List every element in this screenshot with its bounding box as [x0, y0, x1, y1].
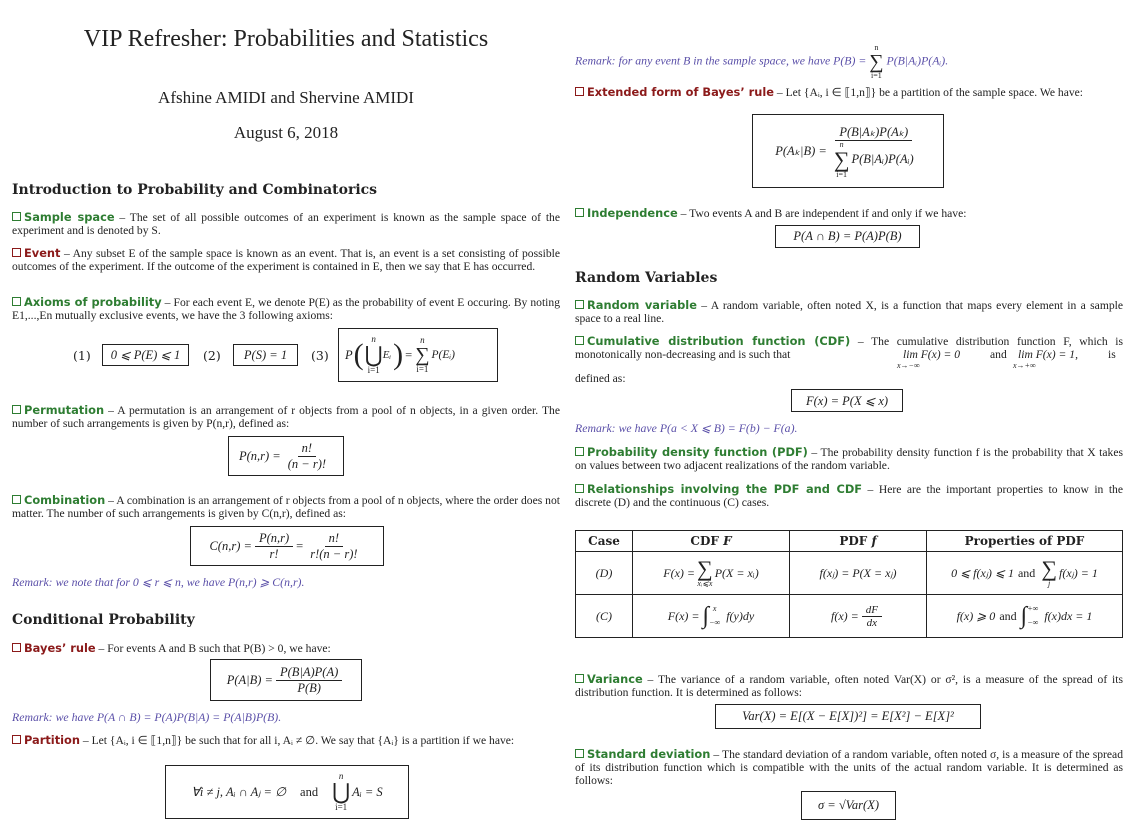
checkbox-square-icon	[575, 447, 584, 456]
para-relationships: Relationships involving the PDF and CDF – Here are the important properties to know in the discrete (D) and the continuous (C) cases.	[575, 482, 1123, 509]
authors: Afshine AMIDI and Shervine AMIDI	[158, 88, 414, 107]
table-header: Properties of PDF	[927, 531, 1123, 552]
table-cell: f(x) ⩾ 0 and ∫ +∞ −∞ f(x)dx = 1	[927, 595, 1123, 638]
term-variance: Variance	[575, 672, 643, 686]
table-row	[576, 595, 1123, 638]
cdf-formula: F(x) = P(X ⩽ x)	[791, 389, 903, 412]
table-cell: F(x) = ∫ x −∞ f(y)dy	[633, 595, 790, 638]
table-cell: (D)	[576, 552, 633, 595]
remark-total-probability: Remark: for any event B in the sample space, we have P(B) = n ∑ i=1 P(B|Aᵢ)P(Aᵢ).	[575, 43, 949, 80]
remark-combination: Remark: we note that for 0 ⩽ r ⩽ n, we have P(n,r) ⩾ C(n,r).	[12, 575, 305, 589]
para-standard-deviation: Standard deviation – The standard deviation of a random variable, often noted σ, is a measure of the spread of its distribution function which is compatible with the units of the actual random variable. It is determined as follows:	[575, 747, 1123, 787]
para-axioms: Axioms of probability – For each event E, we denote P(E) as the probability of event E occuring. By noting E1,...,En mutually exclusive events, we have the 3 following axioms:	[12, 295, 560, 322]
table-cell: f(x) = $\frac{dF}{dx}$	[790, 595, 927, 638]
term-cdf: Cumulative distribution function (CDF)	[575, 334, 850, 348]
cdf-limits-line: lim F(x) = 0 x→−∞ and lim F(x) = 1, x→+∞ is	[897, 348, 1116, 370]
checkbox-square-icon	[575, 300, 584, 309]
para-extended-bayes: Extended form of Bayes’ rule – Let {Aᵢ, i ∈ ⟦1,n⟧} be a partition of the sample space. We have:	[575, 86, 1123, 99]
term-bayes: Bayes’ rule	[12, 641, 96, 655]
axiom-label-1: (1)	[73, 348, 91, 363]
term-standard-deviation: Standard deviation	[575, 747, 710, 761]
table-cell: f(xⱼ) = P(X = xⱼ)	[790, 552, 927, 595]
page-title: VIP Refresher: Probabilities and Statistics	[83, 26, 489, 52]
checkbox-square-icon	[12, 248, 21, 257]
bayes-formula: P(A|B) = $\frac{P(B|A)P(A)}{P(B)}$	[210, 659, 362, 701]
term-permutation: Permutation	[12, 403, 104, 417]
term-extended-bayes: Extended form of Bayes’ rule	[575, 85, 774, 99]
para-combination: Combination – A combination is an arrangement of r objects from a pool of n objects, where the order does not matter. The number of such arrangements is given by C(n,r), defined as:	[12, 493, 560, 520]
standard-deviation-formula: σ = √Var(X)	[801, 791, 896, 820]
para-pdf: Probability density function (PDF) – The probability density function f is the probability that X takes on values between two adjacent realizations of the random variable.	[575, 445, 1123, 472]
table-header-row	[576, 531, 1123, 552]
table-cell: F(x) = ∑ xᵢ⩽x P(X = xᵢ)	[633, 552, 790, 595]
section-intro: Introduction to Probability and Combinatorics	[12, 182, 378, 198]
para-variance: Variance – The variance of a random variable, often noted Var(X) or σ², is a measure of the spread of its distribution function. It is determined as follows:	[575, 672, 1123, 699]
para-partition: Partition – Let {Aᵢ, i ∈ ⟦1,n⟧} be such that for all i, Aᵢ ≠ ∅. We say that {Aᵢ} is a partition if we have:	[12, 734, 560, 747]
variance-formula: Var(X) = E[(X − E[X])²] = E[X²] − E[X]²	[715, 704, 981, 729]
axiom-label-3: (3)	[311, 348, 329, 363]
para-cdf: Cumulative distribution function (CDF) – The cumulative distribution function F, which is monotonically non-decreasing and is such that	[575, 334, 1123, 361]
para-event: Event – Any subset E of the sample space is known as an event. That is, an event is a set consisting of possible outcomes of the experiment. If the outcome of the experiment is contained in E, then we say that E has occurred.	[12, 246, 560, 273]
term-sample-space: Sample space	[12, 210, 115, 224]
checkbox-square-icon	[12, 297, 21, 306]
checkbox-square-icon	[12, 495, 21, 504]
combination-formula: C(n,r) = $\frac{P(n,r)}{r!}$ = $\frac{n!}{r!(n - r)!}$	[190, 526, 384, 566]
checkbox-square-icon	[575, 87, 584, 96]
term-combination: Combination	[12, 493, 105, 507]
checkbox-square-icon	[12, 643, 21, 652]
checkbox-square-icon	[575, 208, 584, 217]
table-header: PDF f	[790, 531, 927, 552]
table-header: CDF F	[633, 531, 790, 552]
axiom-1-formula: 0 ⩽ P(E) ⩽ 1	[102, 344, 189, 366]
checkbox-square-icon	[12, 735, 21, 744]
para-random-variable: Random variable – A random variable, often noted X, is a function that maps every element in a sample space to a real line.	[575, 298, 1124, 325]
remark-cdf: Remark: we have P(a < X ⩽ B) = F(b) − F(a).	[575, 421, 798, 435]
term-relationships: Relationships involving the PDF and CDF	[575, 482, 862, 496]
table-header: Case	[576, 531, 633, 552]
para-permutation: Permutation – A permutation is an arrangement of r objects from a pool of n objects, in a given order. The number of such arrangements is given by P(n,r), defined as:	[12, 403, 560, 430]
checkbox-square-icon	[575, 484, 584, 493]
cdf-defined-as: defined as:	[575, 372, 626, 385]
para-bayes: Bayes’ rule – For events A and B such that P(B) > 0, we have:	[12, 642, 560, 655]
para-sample-space: Sample space – The set of all possible outcomes of an experiment is known as the sample space of the experiment and is denoted by S.	[12, 210, 560, 237]
pdf-cdf-table	[575, 530, 1123, 638]
table-row	[576, 552, 1123, 595]
checkbox-square-icon	[12, 405, 21, 414]
section-random-variables: Random Variables	[575, 270, 718, 286]
axiom-label-2: (2)	[203, 348, 221, 363]
axiom-2-formula: P(S) = 1	[233, 344, 298, 366]
checkbox-square-icon	[575, 336, 584, 345]
independence-formula: P(A ∩ B) = P(A)P(B)	[775, 225, 920, 248]
table-cell: (C)	[576, 595, 633, 638]
section-conditional: Conditional Probability	[12, 612, 195, 628]
extended-bayes-formula: P(Aₖ|B) = P(B|Aₖ)P(Aₖ) n ∑ i=1 P(B|Aᵢ)P(Aᵢ)	[752, 114, 944, 188]
checkbox-square-icon	[575, 674, 584, 683]
table-cell: 0 ⩽ f(xⱼ) ⩽ 1 and ∑ j f(xⱼ) = 1	[927, 552, 1123, 595]
remark-bayes: Remark: we have P(A ∩ B) = P(A)P(B|A) = P(A|B)P(B).	[12, 710, 282, 724]
date: August 6, 2018	[233, 123, 339, 142]
term-axioms: Axioms of probability	[12, 295, 162, 309]
partition-formula: ∀i ≠ j, Aᵢ ∩ Aⱼ = ∅ and n ⋃ i=1 Aᵢ = S	[165, 765, 409, 819]
checkbox-square-icon	[575, 749, 584, 758]
term-random-variable: Random variable	[575, 298, 697, 312]
term-partition: Partition	[12, 733, 80, 747]
checkbox-square-icon	[12, 212, 21, 221]
para-independence: Independence – Two events A and B are independent if and only if we have:	[575, 207, 1123, 220]
term-event: Event	[12, 246, 61, 260]
axiom-3-formula: P ( n ⋃ i=1 Eᵢ ) = n ∑ i=1 P(Eᵢ)	[338, 328, 498, 382]
permutation-formula: P(n,r) = $\frac{n!}{(n - r)!}$	[228, 436, 344, 476]
term-pdf: Probability density function (PDF)	[575, 445, 808, 459]
term-independence: Independence	[575, 206, 678, 220]
